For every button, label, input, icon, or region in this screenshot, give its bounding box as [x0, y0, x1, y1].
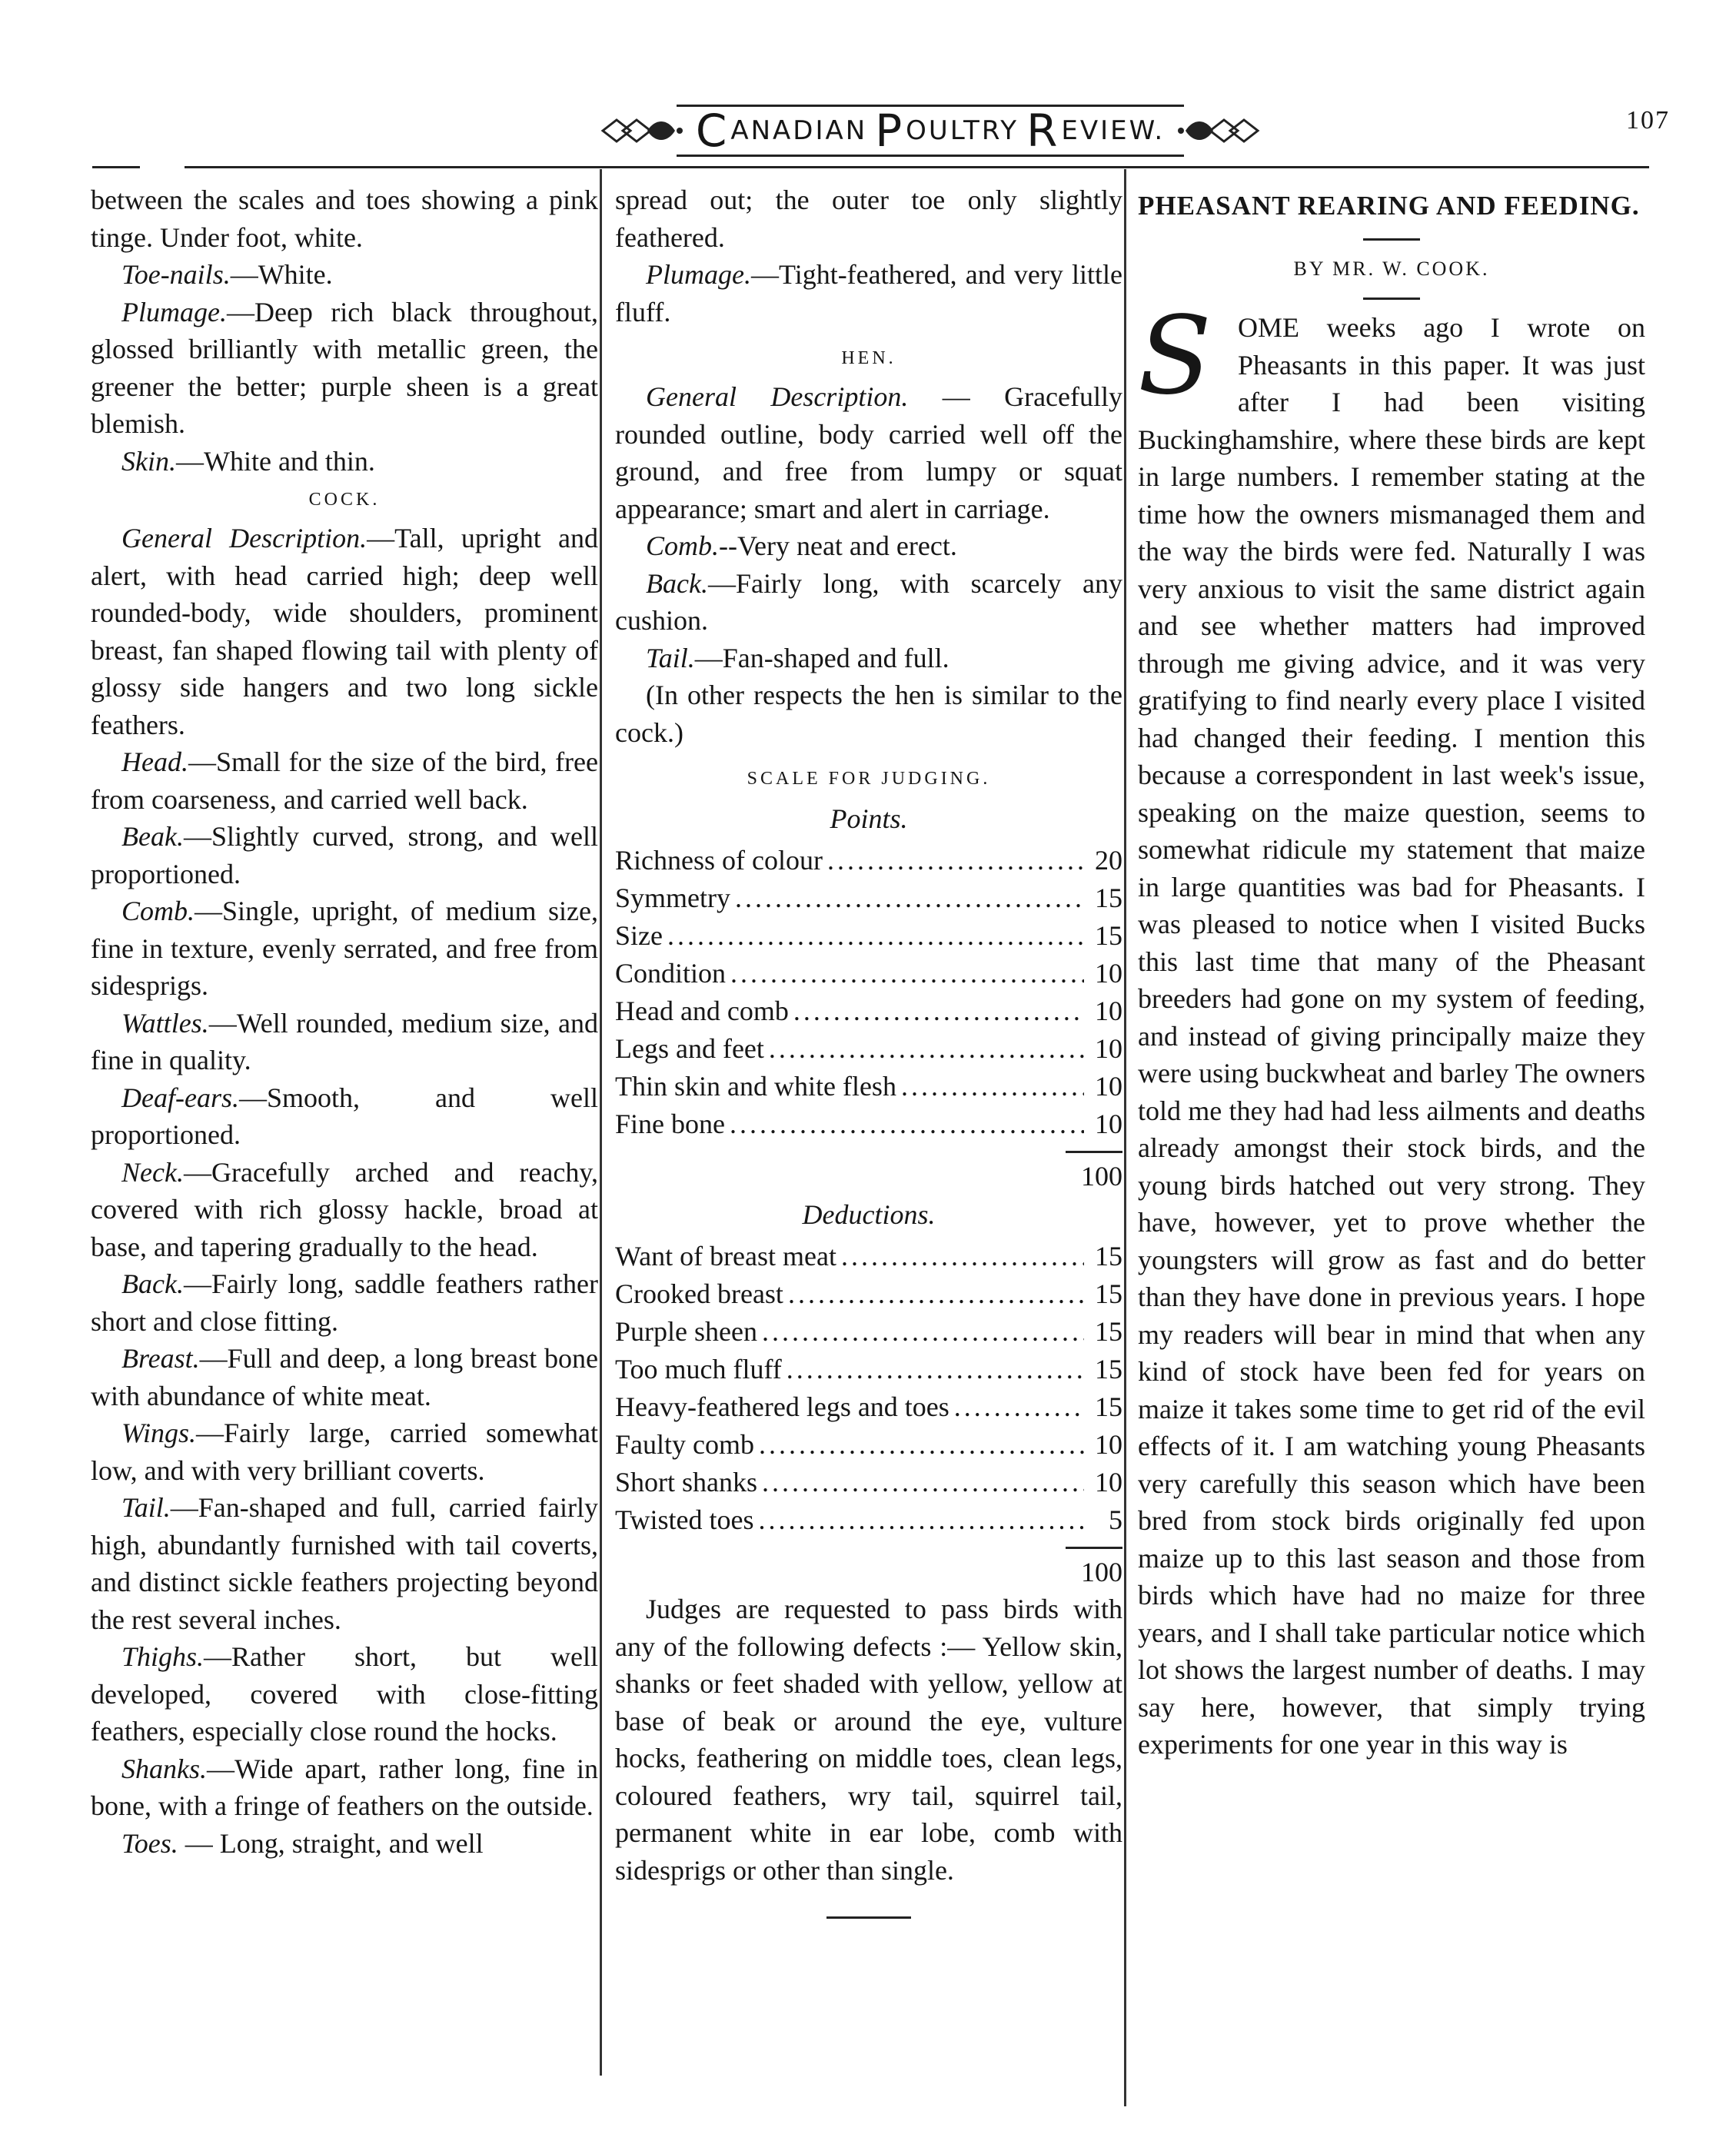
row-value: 15: [1095, 1391, 1122, 1422]
term: Back.: [121, 1268, 184, 1299]
term: Head.: [121, 746, 188, 777]
term: Tail.: [121, 1492, 171, 1523]
term: Wings.: [121, 1418, 197, 1448]
paragraph-text: —Fairly long, saddle feathers rather short and close fitting.: [91, 1268, 598, 1337]
paragraph-text: —Deep rich black throughout, glossed brilliantly with metallic green, the greener the better; purple sheen is a great blemish.: [91, 296, 598, 439]
paragraph: [91, 1489, 598, 1638]
row-label: Heavy-feathered legs and toes: [615, 1391, 949, 1422]
masthead-cap-2: P: [875, 105, 905, 157]
term: Toe-nails.: [121, 259, 231, 290]
paragraph: [91, 1414, 598, 1489]
ornament-right-icon: [1176, 111, 1261, 151]
row-label: Fine bone: [615, 1109, 725, 1139]
paragraph: [615, 378, 1122, 527]
paragraph-text: —Full and deep, a long breast bone with abundance of white meat.: [91, 1343, 598, 1411]
paragraph-text: —Fairly large, carried somewhat low, and with very brilliant coverts.: [91, 1418, 598, 1486]
section-heading-hen: HEN.: [841, 348, 896, 368]
term: Comb.: [646, 530, 720, 561]
row-value: 10: [1095, 1109, 1122, 1139]
paragraph-text: —Small for the size of the bird, free from coarseness, and carried well back.: [91, 746, 598, 815]
table-row: [615, 992, 1122, 1030]
term: General Description.: [646, 381, 909, 412]
row-value: 10: [1095, 958, 1122, 989]
row-label: Richness of colour: [615, 845, 823, 876]
row-value: 10: [1095, 1429, 1122, 1460]
paragraph: [91, 743, 598, 818]
table-row: [615, 879, 1122, 917]
row-value: 15: [1095, 1241, 1122, 1271]
paragraph: [615, 256, 1122, 331]
paragraph: [91, 520, 598, 743]
row-label: Faulty comb: [615, 1429, 754, 1460]
table-row: [615, 1238, 1122, 1275]
term: Shanks.: [121, 1753, 207, 1784]
column-2: [615, 181, 1122, 1919]
table-row: [615, 1351, 1122, 1388]
paragraph: [91, 1750, 598, 1825]
row-value: 15: [1095, 1278, 1122, 1309]
end-rule: [826, 1916, 911, 1919]
row-label: Too much fluff: [615, 1354, 782, 1384]
term: Toes.: [121, 1827, 178, 1859]
paragraph-text: —Single, upright, of medium size, fine in texture, evenly serrated, and free from sidesprigs.: [91, 896, 598, 1001]
masthead: [92, 98, 1670, 160]
masthead-word-3: EVIEW.: [1061, 115, 1166, 146]
deductions-subheading: Deductions.: [802, 1199, 936, 1230]
judges-note: Judges are requested to pass birds with any of the following defects :— Yellow skin, shanks or feet shaded with yellow, yellow at base of beak or around the eye, vulture hocks, feathering on middle toes, clean legs, coloured feathers, wry tail, squirrel tail, permanent white in ear lobe, comb with sidesprigs or other than single.: [615, 1594, 1122, 1886]
term: General Description.: [121, 523, 367, 553]
column-3: [1138, 181, 1645, 1763]
masthead-title-block: [600, 105, 1261, 158]
row-label: Symmetry: [615, 883, 730, 913]
paragraph: [91, 443, 598, 480]
table-row: [615, 1388, 1122, 1426]
paragraph: [615, 527, 1122, 565]
paragraph-text: —Tall, upright and alert, with head carried high; deep well rounded-body, wide shoulders, prominent breast, fan shaped flowing tail with plenty of glossy side hangers and two long sickle feathers.: [91, 523, 598, 740]
article-body: [1138, 294, 1645, 1763]
paragraph-text: (In other respects the hen is similar to the cock.): [615, 680, 1122, 748]
row-value: 10: [1095, 996, 1122, 1026]
paragraph: [91, 294, 598, 443]
term: Plumage.: [121, 296, 227, 327]
byline-rule: [1363, 297, 1420, 300]
paragraph: [91, 892, 598, 1005]
term: Neck.: [121, 1156, 184, 1188]
table-row: [615, 917, 1122, 955]
page-number: 107: [1626, 106, 1670, 135]
masthead-cap-3: R: [1026, 105, 1060, 157]
row-label: Twisted toes: [615, 1504, 754, 1535]
deductions-total: 100: [1081, 1557, 1122, 1587]
term: Beak.: [121, 821, 184, 852]
column-divider-2: [1124, 169, 1126, 2106]
row-label: Short shanks: [615, 1467, 758, 1497]
paragraph: [91, 818, 598, 892]
masthead-rule-left: [92, 166, 140, 168]
term: Skin.: [121, 445, 176, 477]
table-row: [615, 1030, 1122, 1068]
term: Deaf-ears.: [121, 1082, 239, 1113]
article-body-text: OME weeks ago I wrote on Pheasants in this paper. It was just after I had been visiting Buckinghamshire, where these birds are kept in large numbers. I remember stating at the time how the owners mismanaged them and the way the birds were fed. Naturally I was very anxious to visit the same district again and see whether matters had improved through me giving advice, and it was very gratifying to find nearly every place I visited had changed their feeding. I mention this because a correspondent in last week's issue, speaking on the maize question, seems to somewhat ridicule my statement that maize in large quantities was bad for Pheasants. I was pleased to notice when I visited Bucks this last time that many of the Pheasant breeders had gone on my system of feeding, and instead of giving principally maize they were using buckwheat and barley The owners told me they had had less ailments and deaths already amongst their stock birds, and the young birds hatched out very strong. They have, however, yet to prove whether the youngsters will grow as fast and do better than they have done in previous years. I hope my readers will bear in mind that when any kind of stock have been fed for years on maize it takes some time to get rid of the evil effects of it. I am watching young Pheasants very carefully this season which have been bred from stock birds originally fed upon maize up to this last season and those from birds which have had no maize for three years, and I shall take particular notice which lot shows the largest number of deaths. I may say here, however, that simply trying experiments for one year in this way is: [1138, 312, 1645, 1760]
masthead-rule-right: [185, 166, 1649, 168]
section-heading-cock: COCK.: [308, 490, 381, 510]
paragraph-text: —Fan-shaped and full.: [694, 642, 949, 673]
paragraph-text: — Gracefully rounded outline, body carried well off the ground, and free from lumpy or squat appearance; smart and alert in carriage.: [615, 381, 1122, 524]
row-value: 15: [1095, 1316, 1122, 1347]
paragraph: [91, 1079, 598, 1154]
paragraph-text: —Smooth, and well proportioned.: [91, 1082, 598, 1150]
paragraph: [91, 1825, 598, 1863]
table-row: [615, 1105, 1122, 1143]
row-value: 10: [1095, 1071, 1122, 1102]
total-rule: [1066, 1547, 1122, 1549]
paragraph-text: between the scales and toes showing a pink tinge. Under foot, white.: [91, 184, 598, 253]
points-table: [615, 842, 1122, 1143]
paragraph-text: —White.: [230, 259, 333, 290]
term: Thighs.: [121, 1641, 205, 1672]
paragraph-text: —Fan-shaped and full, carried fairly high, abundantly furnished with tail coverts, and distinct sickle feathers projecting beyond the rest several inches.: [91, 1492, 598, 1635]
paragraph: [91, 181, 598, 256]
term: Comb.: [121, 896, 195, 926]
row-label: Head and comb: [615, 996, 789, 1026]
masthead-word-1: ANADIAN: [730, 115, 868, 146]
row-label: Thin skin and white flesh: [615, 1071, 896, 1102]
row-label: Size: [615, 920, 663, 951]
row-label: Purple sheen: [615, 1316, 757, 1347]
row-value: 15: [1095, 883, 1122, 913]
drop-cap: S: [1138, 294, 1212, 419]
paragraph-text: —Well rounded, medium size, and fine in quality.: [91, 1007, 598, 1075]
paragraph: [615, 676, 1122, 751]
table-row: [615, 955, 1122, 992]
paragraph-text: —Gracefully arched and reachy, covered with rich glossy hackle, broad at base, and tapering gradually to the head.: [91, 1156, 598, 1262]
points-subheading: Points.: [830, 803, 908, 834]
table-row: [615, 842, 1122, 879]
paragraph: [91, 1005, 598, 1079]
paragraph: [615, 181, 1122, 256]
ornament-left-icon: [600, 111, 684, 151]
row-label: Crooked breast: [615, 1278, 783, 1309]
table-row: [615, 1501, 1122, 1539]
masthead-title: [677, 105, 1184, 157]
paragraph: [615, 565, 1122, 640]
masthead-cap-1: C: [695, 105, 730, 157]
row-label: Legs and feet: [615, 1033, 764, 1064]
row-value: 15: [1095, 1354, 1122, 1384]
term: Plumage.: [646, 259, 751, 290]
paragraph-text: —White and thin.: [175, 445, 375, 477]
scale-heading: SCALE FOR JUDGING.: [747, 769, 991, 789]
paragraph: [91, 256, 598, 294]
term: Breast.: [121, 1343, 200, 1374]
total-rule: [1066, 1151, 1122, 1153]
paragraph-text: —Wide apart, rather long, fine in bone, with a fringe of feathers on the outside.: [91, 1753, 598, 1821]
table-row: [615, 1313, 1122, 1351]
paragraph-text: —Tight-feathered, and very little fluff.: [615, 259, 1122, 327]
deductions-table: [615, 1238, 1122, 1539]
title-rule: [1363, 238, 1420, 241]
paragraph-text: —Slightly curved, strong, and well proportioned.: [91, 821, 598, 889]
paragraph-text: --Very neat and erect.: [719, 530, 957, 561]
term: Tail.: [646, 642, 695, 673]
column-divider-1: [600, 169, 602, 2076]
table-row: [615, 1464, 1122, 1501]
row-value: 10: [1095, 1033, 1122, 1064]
table-row: [615, 1275, 1122, 1313]
paragraph-text: — Long, straight, and well: [178, 1827, 484, 1859]
table-row: [615, 1068, 1122, 1105]
paragraph-text: spread out; the outer toe only slightly feathered.: [615, 184, 1122, 253]
row-value: 10: [1095, 1467, 1122, 1497]
paragraph: [91, 1265, 598, 1340]
column-1: [91, 181, 598, 1862]
term: Back.: [646, 567, 708, 599]
row-value: 5: [1109, 1504, 1122, 1535]
row-value: 15: [1095, 920, 1122, 951]
term: Wattles.: [121, 1007, 209, 1039]
article-title: PHEASANT REARING AND FEEDING.: [1138, 191, 1640, 221]
row-label: Want of breast meat: [615, 1241, 836, 1271]
table-row: [615, 1426, 1122, 1464]
masthead-word-2: OULTRY: [906, 115, 1019, 146]
article-byline: BY MR. W. COOK.: [1293, 258, 1490, 280]
paragraph: [615, 640, 1122, 677]
paragraph: [91, 1340, 598, 1414]
row-value: 20: [1095, 845, 1122, 876]
paragraph-text: —Rather short, but well developed, covered with close-fitting feathers, especially close round the hocks.: [91, 1641, 598, 1747]
points-total: 100: [1081, 1161, 1122, 1192]
paragraph: [91, 1154, 598, 1266]
row-label: Condition: [615, 958, 727, 989]
paragraph: [91, 1638, 598, 1750]
paragraph-text: —Fairly long, with scarcely any cushion.: [615, 567, 1122, 636]
